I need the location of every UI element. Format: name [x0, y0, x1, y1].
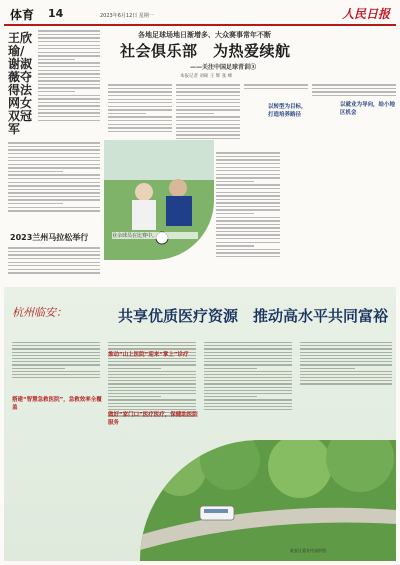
text-line: [8, 189, 100, 190]
text-line: [204, 364, 292, 365]
text-line: [108, 342, 196, 343]
text-line: [216, 206, 280, 207]
text-line: [38, 48, 100, 49]
text-line: [216, 249, 280, 250]
text-line: [38, 98, 100, 99]
text-line: [38, 112, 100, 113]
feature-col-1: [108, 82, 172, 134]
text-line: [8, 196, 100, 197]
text-line: [216, 177, 280, 178]
bottom-col-3: [204, 340, 292, 412]
feature-subtitle: ——关注中国足球青训③: [190, 64, 257, 71]
text-line: [204, 409, 292, 410]
text-line: [12, 361, 100, 362]
text-line: [216, 174, 280, 175]
text-line: [204, 396, 257, 397]
text-line: [216, 184, 280, 185]
text-line: [204, 390, 292, 391]
text-line: [8, 164, 100, 165]
text-line: [8, 265, 100, 266]
text-line: [176, 95, 240, 96]
text-line: [204, 342, 292, 343]
text-line: [300, 361, 392, 362]
text-line: [12, 371, 100, 372]
text-line: [216, 224, 280, 225]
text-line: [244, 88, 308, 89]
feature-byline: 本报记者 刘硕 王 辉 张 峰: [180, 74, 233, 79]
text-line: [38, 95, 100, 96]
text-line: [204, 387, 292, 388]
text-line: [108, 113, 146, 114]
text-line: [216, 195, 280, 196]
football-players-image: [104, 140, 214, 260]
text-line: [108, 127, 172, 128]
text-line: [176, 106, 240, 107]
text-line: [176, 91, 240, 92]
text-line: [216, 209, 280, 210]
text-line: [38, 37, 100, 38]
text-line: [8, 153, 100, 154]
bottom-subhead-3: 做好“家门口”医疗医疗，保健助医院服务: [108, 412, 198, 426]
text-line: [12, 364, 100, 365]
text-line: [216, 238, 280, 239]
text-line: [108, 383, 196, 384]
text-line: [108, 99, 172, 100]
text-line: [204, 358, 292, 359]
text-line: [108, 91, 172, 92]
text-line: [216, 231, 280, 232]
text-line: [8, 251, 100, 252]
text-line: [38, 30, 100, 31]
text-line: [108, 371, 196, 372]
text-line: [8, 174, 100, 175]
text-line: [176, 113, 214, 114]
text-line: [300, 383, 392, 384]
text-line: [216, 188, 280, 189]
text-line: [204, 348, 292, 349]
text-line: [216, 170, 280, 171]
text-line: [204, 403, 292, 404]
feature-subhead-3: 以就业为导向，给小地区机会: [340, 102, 396, 116]
text-line: [12, 352, 100, 353]
text-line: [204, 380, 292, 381]
text-line: [204, 355, 292, 356]
text-line: [8, 146, 100, 147]
text-line: [216, 181, 254, 182]
text-line: [176, 99, 240, 100]
text-line: [312, 88, 396, 89]
dateline: 2023年6月12日 星期一: [100, 13, 154, 19]
text-line: [216, 256, 280, 257]
text-line: [300, 345, 392, 346]
text-line: [8, 272, 100, 273]
text-line: [108, 387, 196, 388]
text-line: [300, 368, 355, 369]
text-line: [12, 355, 100, 356]
feature-col-3: [244, 82, 308, 91]
text-line: [8, 207, 100, 208]
text-line: [108, 377, 196, 378]
text-line: [12, 342, 100, 343]
text-line: [204, 393, 292, 394]
text-line: [108, 358, 196, 359]
text-line: [216, 217, 280, 218]
text-line: [108, 396, 161, 397]
text-line: [38, 59, 75, 60]
newspaper-logo: 人民日报: [341, 7, 390, 21]
text-line: [38, 120, 100, 121]
text-line: [216, 220, 280, 221]
text-line: [176, 124, 240, 125]
text-line: [176, 84, 240, 85]
text-line: [108, 403, 196, 404]
text-line: [300, 380, 392, 381]
text-line: [204, 377, 292, 378]
text-line: [8, 254, 100, 255]
feature-col-2b: [216, 150, 280, 260]
text-line: [8, 210, 100, 211]
text-line: [108, 84, 172, 85]
text-line: [8, 258, 100, 259]
text-line: [204, 368, 257, 369]
text-line: [8, 149, 100, 150]
text-line: [108, 368, 161, 369]
text-line: [312, 91, 396, 92]
page-header: [4, 4, 396, 26]
text-line: [12, 374, 100, 375]
text-line: [108, 361, 196, 362]
text-line: [300, 352, 392, 353]
text-line: [176, 102, 240, 103]
text-line: [38, 62, 100, 63]
text-line: [38, 52, 100, 53]
text-line: [108, 109, 172, 110]
text-line: [8, 167, 100, 168]
text-line: [176, 134, 240, 135]
text-line: [108, 131, 172, 132]
text-line: [176, 116, 240, 117]
text-line: [204, 371, 292, 372]
text-line: [8, 262, 100, 263]
text-line: [38, 91, 75, 92]
text-line: [176, 120, 240, 121]
text-line: [216, 213, 254, 214]
text-line: [216, 234, 280, 235]
text-line: [12, 348, 100, 349]
text-line: [38, 109, 100, 110]
text-line: [216, 202, 280, 203]
text-line: [312, 84, 396, 85]
text-line: [244, 84, 308, 85]
bottom-col-4: [300, 340, 392, 387]
text-line: [108, 124, 172, 125]
text-line: [8, 203, 63, 204]
text-line: [8, 269, 100, 270]
text-line: [8, 185, 100, 186]
text-line: [300, 377, 392, 378]
text-line: [204, 399, 292, 400]
feature-col-2: [176, 82, 240, 141]
page-number: 14: [48, 7, 64, 20]
bottom-feature-title: 共享优质医疗资源 推动高水平共同富裕: [118, 307, 389, 325]
text-line: [108, 393, 196, 394]
photo-caption: 业余球员在比赛中。: [112, 232, 198, 239]
text-line: [108, 88, 172, 89]
text-line: [216, 163, 280, 164]
bottom-subhead-2: 推动“山上医院”迎来“掌上”诊疗: [108, 352, 189, 358]
text-line: [312, 95, 396, 96]
text-line: [108, 399, 196, 400]
text-line: [38, 55, 100, 56]
left-vertical-title: 王欣瑜/谢淑薇夺得法网女双冠军: [8, 31, 33, 136]
text-line: [108, 116, 172, 117]
text-line: [38, 66, 100, 67]
text-line: [12, 358, 100, 359]
text-line: [216, 227, 280, 228]
text-line: [38, 41, 100, 42]
text-line: [216, 152, 280, 153]
text-line: [38, 73, 100, 74]
text-line: [204, 383, 292, 384]
text-line: [38, 77, 100, 78]
text-line: [12, 345, 100, 346]
text-line: [108, 102, 172, 103]
text-line: [108, 380, 196, 381]
text-line: [108, 95, 172, 96]
photo-credit: 临安区委宣传部供图: [290, 548, 326, 553]
text-line: [108, 406, 196, 407]
feature-kicker: 各地足球场地日渐增多、大众赛事常年不断: [138, 30, 271, 39]
text-line: [8, 160, 100, 161]
text-line: [176, 109, 240, 110]
text-line: [176, 131, 240, 132]
text-line: [216, 242, 280, 243]
text-line: [8, 142, 100, 143]
text-line: [300, 342, 392, 343]
text-line: [8, 178, 100, 179]
text-line: [12, 377, 100, 378]
text-line: [8, 199, 100, 200]
text-line: [8, 192, 100, 193]
text-line: [38, 105, 100, 106]
feature-col-4: [312, 82, 396, 99]
text-line: [38, 84, 100, 85]
bottom-feature-region: 杭州临安：: [12, 306, 67, 319]
text-line: [108, 120, 172, 121]
text-line: [216, 252, 280, 253]
text-line: [108, 364, 196, 365]
feature-subhead-2: 以转型为目标，打造培养路径: [268, 104, 307, 118]
text-line: [176, 127, 240, 128]
section-name: 体育: [10, 8, 35, 22]
bottom-col-1: [12, 340, 100, 380]
left-subhead: 2023兰州马拉松举行: [10, 233, 89, 242]
text-line: [8, 182, 100, 183]
left-article-lower: [8, 140, 100, 214]
text-line: [8, 171, 63, 172]
text-line: [300, 374, 392, 375]
text-line: [38, 102, 100, 103]
left-article-text: [38, 28, 100, 123]
marathon-article-text: [8, 245, 100, 276]
text-line: [216, 156, 280, 157]
text-line: [8, 247, 100, 248]
text-line: [8, 157, 100, 158]
bottom-subhead-1: 搭建“智慧急救医院”，急救效率全覆盖: [12, 397, 102, 411]
text-line: [216, 245, 254, 246]
text-line: [108, 106, 172, 107]
text-line: [216, 167, 280, 168]
football-photo: [104, 140, 214, 260]
text-line: [38, 70, 100, 71]
text-line: [108, 390, 196, 391]
text-line: [216, 192, 280, 193]
text-line: [38, 34, 100, 35]
text-line: [38, 45, 100, 46]
text-line: [38, 80, 100, 81]
text-line: [12, 368, 65, 369]
text-line: [216, 159, 280, 160]
text-line: [108, 345, 196, 346]
text-line: [300, 364, 392, 365]
text-line: [176, 88, 240, 89]
text-line: [300, 355, 392, 356]
text-line: [204, 374, 292, 375]
text-line: [300, 358, 392, 359]
text-line: [38, 87, 100, 88]
text-line: [300, 371, 392, 372]
text-line: [216, 199, 280, 200]
text-line: [204, 352, 292, 353]
text-line: [300, 348, 392, 349]
feature-title: 社会俱乐部 为热爱续航: [120, 42, 291, 60]
text-line: [108, 374, 196, 375]
text-line: [204, 361, 292, 362]
text-line: [204, 406, 292, 407]
text-line: [204, 345, 292, 346]
text-line: [38, 116, 100, 117]
